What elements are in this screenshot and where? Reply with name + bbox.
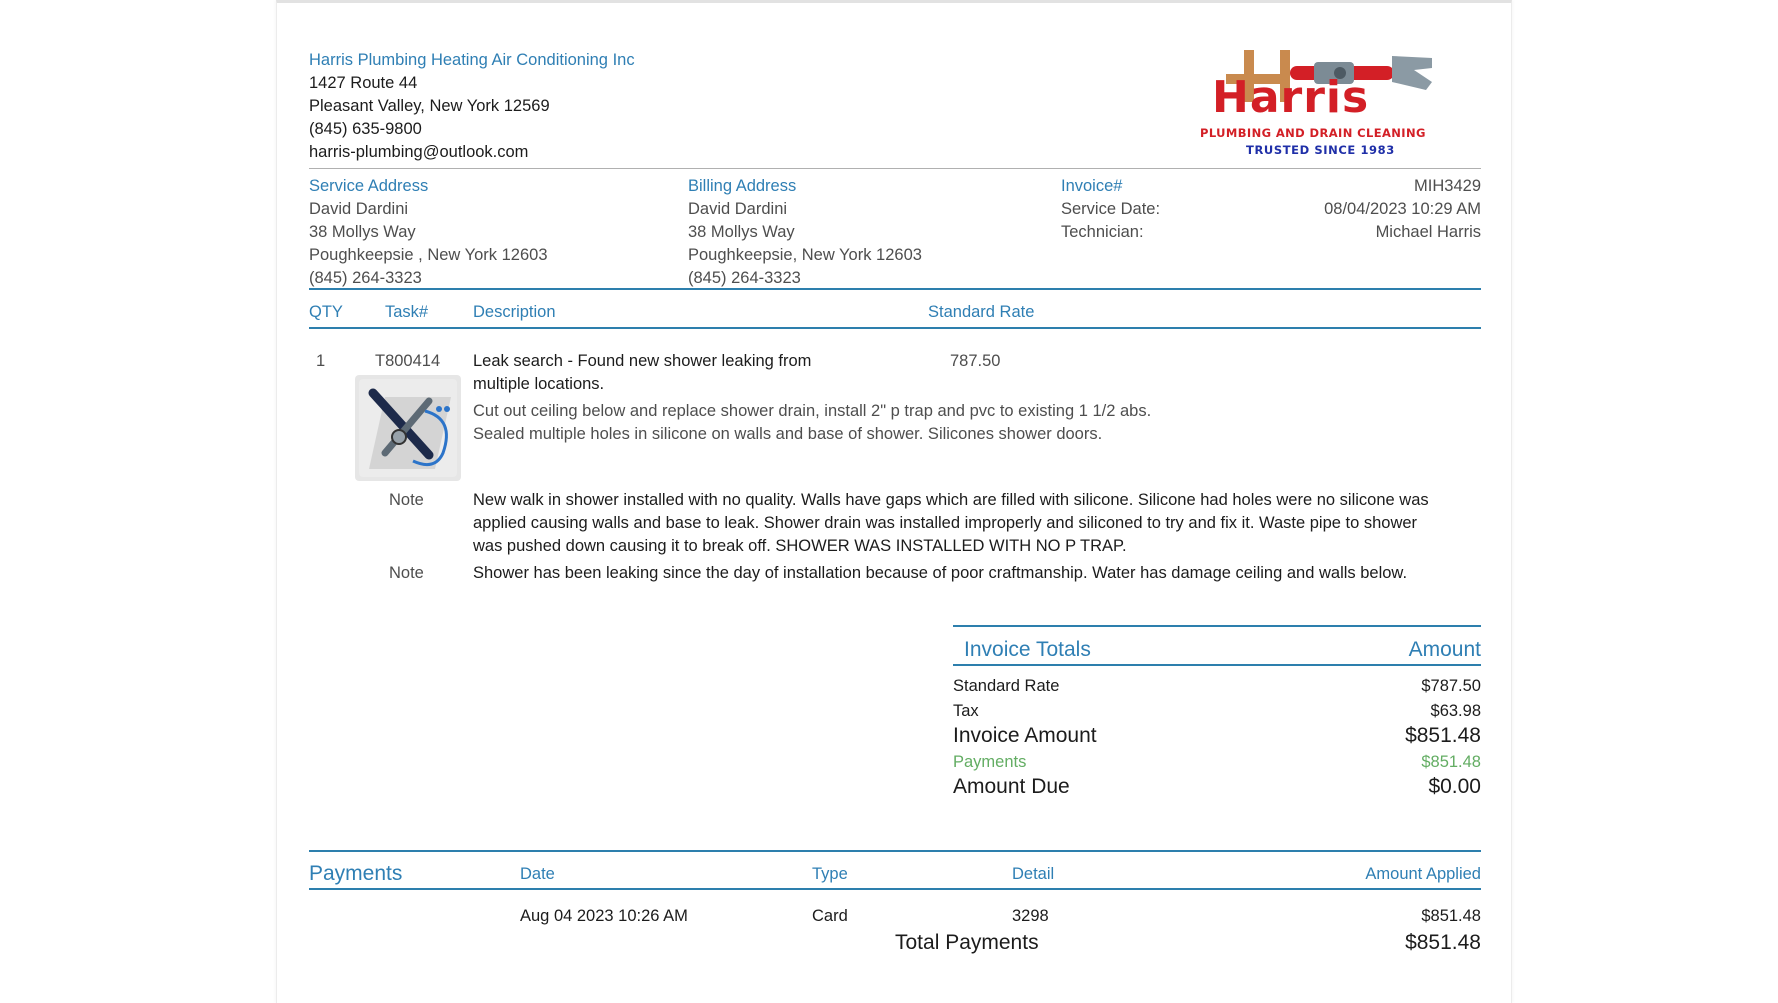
payments-date-header: Date [520, 865, 555, 883]
payments-total-value: $851.48 [1421, 753, 1481, 771]
total-standard-rate-label: Standard Rate [953, 677, 1060, 695]
service-street: 38 Mollys Way [309, 223, 416, 241]
invoice-number-value: MIH3429 [1414, 177, 1481, 195]
technician-label: Technician: [1061, 223, 1144, 241]
company-phone: (845) 635-9800 [309, 120, 422, 138]
billing-name: David Dardini [688, 200, 788, 218]
harris-logo [1196, 46, 1472, 158]
note-2-label: Note [389, 564, 424, 582]
total-tax-label: Tax [953, 702, 979, 720]
company-email: harris-plumbing@outlook.com [309, 143, 529, 161]
payments-title: Payments [309, 862, 403, 885]
service-date-label: Service Date: [1061, 200, 1161, 218]
logo-wordmark: Harris [1212, 72, 1370, 123]
header-divider [309, 168, 1481, 169]
total-standard-rate-value: $787.50 [1421, 677, 1481, 695]
total-tax-value: $63.98 [1430, 702, 1481, 720]
company-street: 1427 Route 44 [309, 74, 418, 92]
service-phone: (845) 264-3323 [309, 269, 422, 287]
totals-amount-header: Amount [1408, 638, 1481, 661]
note-1-label: Note [389, 491, 424, 509]
note-2-line-1: Shower has been leaking since the day of installation because of poor craftmanship. Water has damage ceiling and walls below. [473, 564, 1408, 582]
totals-title: Invoice Totals [964, 638, 1091, 661]
payments-total-label: Payments [953, 753, 1027, 771]
company-name: Harris Plumbing Heating Air Conditioning Inc [309, 51, 635, 69]
logo-tagline-1: PLUMBING AND DRAIN CLEANING [1200, 126, 1426, 140]
payment-type: Card [812, 907, 848, 925]
item-description-line-1: Leak search - Found new shower leaking from [473, 352, 812, 370]
task-thumbnail [355, 375, 461, 481]
invoice-amount-label: Invoice Amount [953, 724, 1097, 747]
billing-street: 38 Mollys Way [688, 223, 795, 241]
service-city: Poughkeepsie , New York 12603 [309, 246, 548, 264]
amount-due-label: Amount Due [953, 775, 1070, 798]
items-top-rule [309, 288, 1481, 290]
amount-due-value: $0.00 [1428, 775, 1481, 798]
service-name: David Dardini [309, 200, 409, 218]
standard-rate-header: Standard Rate [928, 303, 1035, 321]
invoice-amount-value: $851.48 [1405, 724, 1481, 747]
logo-tagline-2: TRUSTED SINCE 1983 [1246, 143, 1395, 157]
items-header-rule [309, 327, 1481, 329]
payments-amount-header: Amount Applied [1365, 865, 1481, 883]
payments-type-header: Type [812, 865, 848, 883]
item-rate: 787.50 [950, 352, 1001, 370]
item-detail-line-2: Sealed multiple holes in silicone on walls and base of shower. Silicones shower doors. [473, 425, 1103, 443]
payments-top-rule [309, 850, 1481, 852]
service-address-label: Service Address [309, 177, 429, 195]
description-header: Description [473, 303, 556, 321]
item-qty: 1 [316, 352, 326, 370]
totals-header-rule [953, 664, 1481, 666]
billing-phone: (845) 264-3323 [688, 269, 801, 287]
company-city: Pleasant Valley, New York 12569 [309, 97, 550, 115]
payment-amount: $851.48 [1421, 907, 1481, 925]
item-task: T800414 [375, 352, 441, 370]
total-payments-value: $851.48 [1405, 931, 1481, 954]
task-header: Task# [385, 303, 429, 321]
note-1-line-2: applied causing walls and base to leak. Shower drain was installed improperly and siliconed to try and fix it. Waste pipe to shower [473, 514, 1418, 532]
invoice-number-label: Invoice# [1061, 177, 1123, 195]
note-1-line-3: was pushed down causing it to break off. SHOWER WAS INSTALLED WITH NO P TRAP. [473, 537, 1127, 555]
payments-header-rule [309, 888, 1481, 890]
payment-detail: 3298 [1012, 907, 1049, 925]
totals-top-rule [953, 625, 1481, 627]
item-description-line-2: multiple locations. [473, 375, 605, 393]
qty-header: QTY [309, 303, 343, 321]
billing-city: Poughkeepsie, New York 12603 [688, 246, 922, 264]
total-payments-label: Total Payments [895, 931, 1039, 954]
payments-detail-header: Detail [1012, 865, 1055, 883]
technician-value: Michael Harris [1375, 223, 1481, 241]
service-date-value: 08/04/2023 10:29 AM [1324, 200, 1481, 218]
note-1-line-1: New walk in shower installed with no quality. Walls have gaps which are filled with silicone. Silicone had holes were no silicone was [473, 491, 1429, 509]
payment-date: Aug 04 2023 10:26 AM [520, 907, 688, 925]
item-detail-line-1: Cut out ceiling below and replace shower drain, install 2" p trap and pvc to existing 1 1/2 abs. [473, 402, 1152, 420]
billing-address-label: Billing Address [688, 177, 797, 195]
tools-stethoscope-icon [355, 375, 461, 481]
